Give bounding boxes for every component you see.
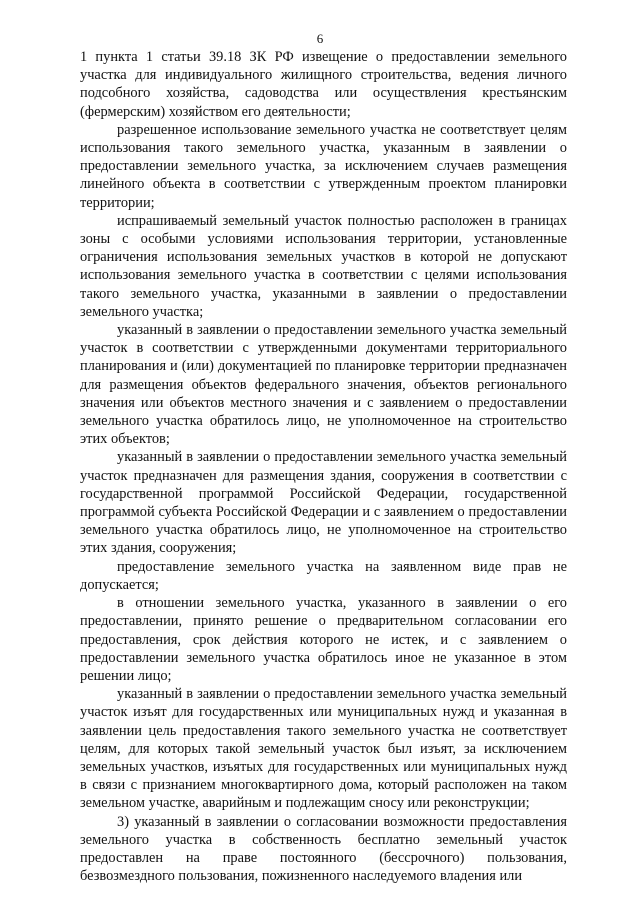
paragraph: разрешенное использование земельного участка не соответствует целям использования такого земельного участка, указанным в заявлении о предоставлении земельного участка, за исключением случаев размещения линейного объекта в соответствии с утвержденным проектом планировки территории; bbox=[80, 121, 567, 211]
paragraph: указанный в заявлении о предоставлении земельного участка земельный участок в соответствии с утвержденными документами территориального планирования и (или) документацией по планировке территории предназначен для размещения объектов федерального значения, объектов регионального значения или объектов местного значения и с заявлением о предоставлении земельного участка обратилось лицо, не уполномоченное на строительство этих объектов; bbox=[80, 322, 567, 448]
document-body bbox=[80, 48, 567, 885]
paragraph: предоставление земельного участка на заявленном виде прав не допускается; bbox=[80, 558, 567, 593]
paragraph: 1 пункта 1 статьи 39.18 ЗК РФ извещение о предоставлении земельного участка для индивидуального жилищного строительства, ведения личного подсобного хозяйства, садоводства или осуществления крестьянским (фермерским) хозяйством его деятельности; bbox=[80, 49, 567, 120]
paragraph: указанный в заявлении о предоставлении земельного участка земельный участок предназначен для размещения здания, сооружения в соответствии с государственной программой Российской Федерации, государственной программой субъекта Российской Федерации и с заявлением о предоставлении земельного участка обратилось лицо, не уполномоченное на строительство этих здания, сооружения; bbox=[80, 449, 567, 557]
paragraph: указанный в заявлении о предоставлении земельного участка земельный участок изъят для государственных или муниципальных нужд и указанная в заявлении цель предоставления такого земельного участка не соответствует целям, для которых такой земельный участок был изъят, за исключением земельных участков, изъятых для государственных или муниципальных нужд в связи с признанием многоквартирного дома, который расположен на таком земельном участке, аварийным и подлежащим сносу или реконструкции; bbox=[80, 686, 567, 812]
paragraph: 3) указанный в заявлении о согласовании возможности предоставления земельного участка в собственность бесплатно земельный участок предоставлен на праве постоянного (бессрочного) пользования, безвозмездного пользования, пожизненного наследуемого владения или bbox=[80, 813, 567, 885]
paragraph: испрашиваемый земельный участок полностью расположен в границах зоны с особыми условиями использования территории, установленные ограничения использования земельных участков в которой не допускают использования земельного участка в соответствии с целями использования такого земельного участка, указанными в заявлении о предоставлении земельного участка; bbox=[80, 212, 567, 320]
page-number: 6 bbox=[316, 31, 324, 46]
paragraph: в отношении земельного участка, указанного в заявлении о его предоставлении, принято решение о предварительном согласовании его предоставления, срок действия которого не истек, и с заявлением о предоставлении земельного участка обратилось иное не указанное в этом решении лицо; bbox=[80, 595, 567, 684]
